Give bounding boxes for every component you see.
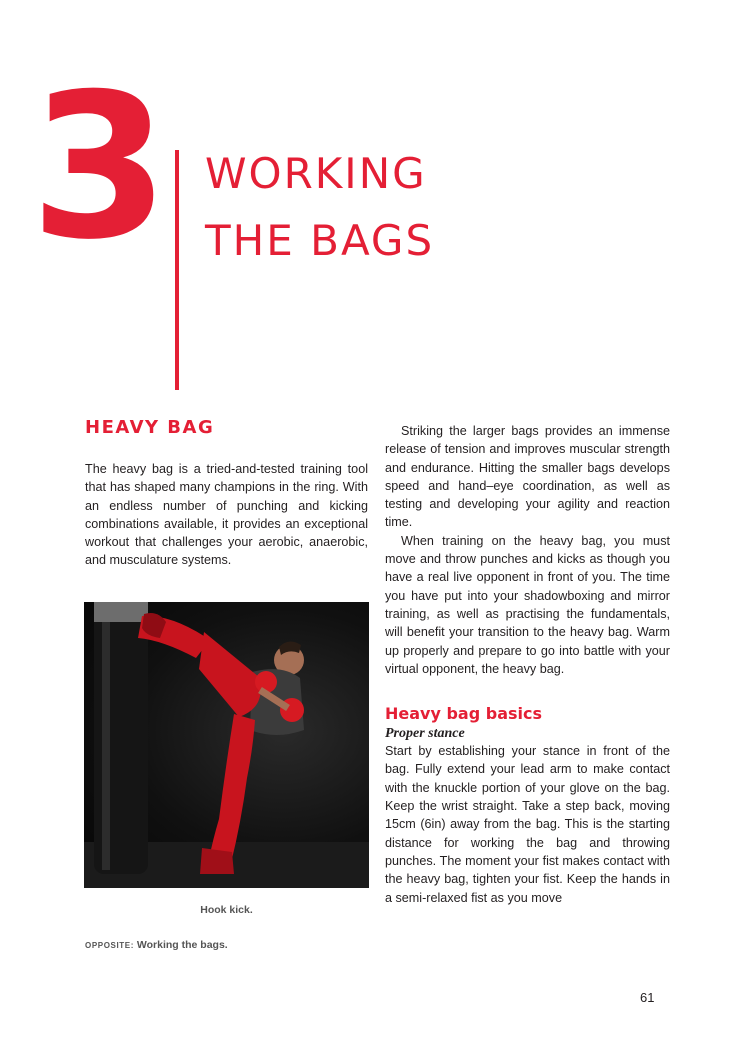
- chapter-title: [205, 140, 434, 274]
- stance-paragraph: Start by establishing your stance in front of the bag. Fully extend your lead arm to make contact with the knuckle portion of your glove on the bag. Keep the wrist straight. Take a step back, moving 15cm (6in) away from the bag. This is the starting distance for working the bag and throwing punches. The moment your fist makes contact with the heavy bag, tighten your fist. Keep the hands in a semi-relaxed fist as you move: [385, 744, 670, 905]
- opposite-label: OPPOSITE:: [85, 941, 134, 950]
- opposite-text: Working the bags.: [136, 939, 228, 951]
- right-column: [385, 422, 670, 907]
- section-heading: HEAVY BAG: [85, 417, 215, 438]
- paragraph-training: When training on the heavy bag, you must move and throw punches and kicks as though you have a real live opponent in front of you. The time you have put into your shadowboxing and mirror training, as well as practising the fundamentals, will benefit your transition to the heavy bag. Warm up properly and prepare to go into battle with your virtual opponent, the heavy bag.: [385, 533, 670, 676]
- intro-paragraph: The heavy bag is a tried-and-tested training tool that has shaped many champions in the ring. With an endless number of punching and kicking combinations available, it provides an exceptional workout that challenges your aerobic, anaerobic, and musculature systems.: [85, 462, 368, 568]
- opposite-note: [85, 939, 228, 951]
- paragraph-striking: Striking the larger bags provides an immense release of tension and improves muscular strength and endurance. Hitting the smaller bags develops speed and hand–eye coordination, as well as testing and developing your agility and reaction time.: [385, 424, 670, 530]
- chapter-number: 3: [30, 51, 166, 284]
- chapter-title-line-1: WORKING: [205, 149, 427, 198]
- chapter-divider-rule: [175, 150, 179, 390]
- fighter-figure: [138, 613, 304, 874]
- hook-kick-photo: [84, 602, 369, 888]
- heavy-bag: [94, 602, 148, 874]
- chapter-title-line-2: THE BAGS: [205, 216, 435, 266]
- photo-caption: Hook kick.: [200, 904, 253, 916]
- left-column: [85, 417, 368, 570]
- page-number: 61: [640, 990, 655, 1005]
- subsubsection-heading: Proper stance: [385, 726, 465, 742]
- subsection-heading: Heavy bag basics: [385, 704, 543, 724]
